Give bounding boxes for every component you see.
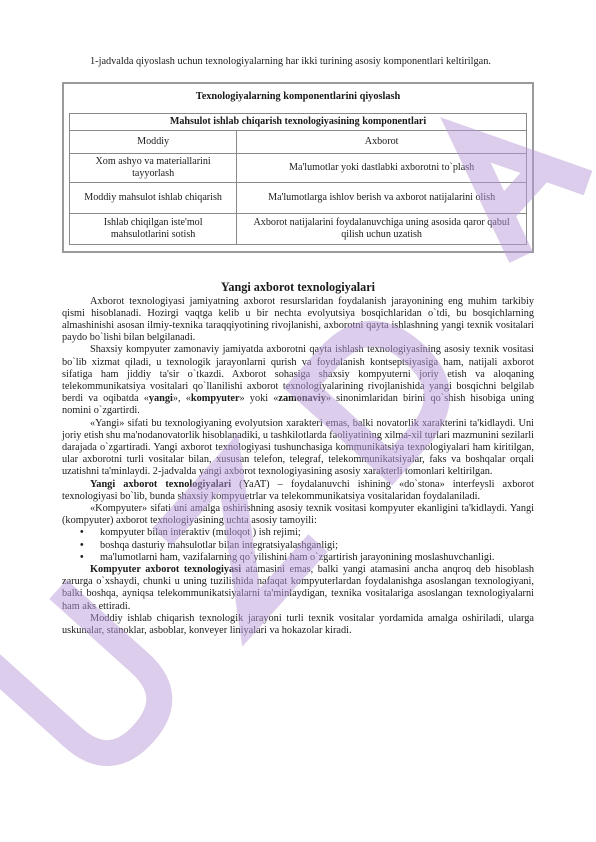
table-cell: Moddiy mahsulot ishlab chiqarish — [70, 183, 237, 214]
column-header-information: Axborot — [237, 131, 527, 154]
table-cell: Axborot natijalarini foydalanuvchiga uning asosida qaror qabul qilish uchun uzatish — [237, 214, 527, 245]
comparison-table — [69, 113, 527, 245]
list-item: • ma'lumotlarni ham, vazifalarning qo`yilishini ham o`zgartirish jarayonining moslashuvchanligi. — [100, 552, 534, 564]
table-cell: Ishlab chiqilgan iste'mol mahsulotlarini sotish — [70, 214, 237, 245]
paragraph-1: Axborot texnologiyasi jamiyatning axborot resurslaridan foydalanish jarayonining eng muhim tarkibiy qismi hisoblanadi. Hozirgi vaqtga kelib u bir nechta evolyutsiya bosqichlaridan o`tdi, bu bosqichlarning almashinishi asosan ilmiy-texnika taraqqiyotining rivojlanishi, axborotni qayta ishlashning yangi texnik vositalari paydo bo`lishi bilan belgilanadi. — [62, 295, 534, 344]
paragraph-2: Shaxsiy kompyuter zamonaviy jamiyatda axborotni qayta ishlash texnologiyasining asosiy texnik vositasi bo`lib xizmat qiladi, u texnologik jarayonlarni qurish va foydalanish kontseptsiyasiga ham, natijali axborot sifatiga ham jiddiy ta'sir o`tkazdi. Axborot sohasiga shaxsiy kompyuterni joriy etish va aloqaning telekommunikatsiya vositalari qo`llanilishi axborot texnologiyalarining rivojlanishida yangi bosqichni belgilab berdi va oqibatda «yangi», «kompyuter» yoki «zamonaviy» sinonimlaridan birini qo`shish hisobiga uning nomini o`zgartirdi. — [62, 344, 534, 417]
table-cell: Ma'lumotlar yoki dastlabki axborotni to`plash — [237, 154, 527, 183]
table-cell: Ma'lumotlarga ishlov berish va axborot natijalarini olish — [237, 183, 527, 214]
list-item: • kompyuter bilan interaktiv (muloqot ) ish rejimi; — [100, 527, 534, 539]
paragraph-4: Yangi axborot texnologiyalari (YaAT) – foydalanuvchi ishining «do`stona» interfeysli axborot texnologiyasi bo`lib, bunda shaxsiy kompyuetrlar va telekommunikatsiya vositalaridan foydalaniladi. — [62, 478, 534, 502]
section-title: Yangi axborot texnologiyalari — [220, 280, 376, 295]
intro-paragraph: 1-jadvalda qiyoslash uchun texnologiyalarning har ikki turining asosiy komponentlari keltirilgan. — [90, 56, 491, 67]
table-cell: Xom ashyo va materiallarini tayyorlash — [70, 154, 237, 183]
list-item: • boshqa dasturiy mahsulotlar bilan integratsiyalashganligi; — [100, 540, 534, 552]
principles-list — [62, 527, 534, 564]
document-page — [62, 56, 534, 637]
paragraph-5: «Kompyuter» sifati uni amalga oshirishning asosiy texnik vositasi kompyuter ekanligini ta'kidlaydi. Yangi (kompyuter) axborot texnologiyasining uchta asosiy tamoyili: — [62, 503, 534, 527]
paragraph-3: «Yangi» sifati bu texnologiyaning evolyutsion xarakteri emas, balki novatorlik xarakterini ta'kidlaydi. Uni joriy etish shu ma'nodanovatorlik hisoblanadiki, u tashkilotlarda faoliyatining xilma-xil turlari mazmunini sezilarli darajada o`zgartiradi. Yangi axborot texnologiyasi tushunchasiga kommunikatsiya texnologiyalari ham kiritilgan, ular axborotni turli vositalar bilan, xususan telefon, telegraf, telekommunikatsiyalar, faks va boshqalar orqali uzatishni ta'minlaydi. 2-jadvalda yangi axborot texnologiyasining asosiy xarakterli tomonlari keltirilgan. — [62, 417, 534, 478]
column-header-material: Moddiy — [70, 131, 237, 154]
table-title: Texnologiyalarning komponentlarini qiyoslash — [195, 91, 401, 103]
paragraph-6: Kompyuter axborot texnologiyasi atamasini emas, balki yangi atamasini ancha anqroq deb hisoblash zarurga o`xshaydi, chunki u uning tuzilishida nafaqat kompyuterlardan foydalanishga asoslangan texnologiyani, balki boshqa, ayniqsa telekommunikatsiyalarni ta'minlaydigan, texnika vositalariga asoslangan texnologiyalarni ham aks ettiradi. — [62, 564, 534, 612]
paragraph-7: Moddiy ishlab chiqarish texnologik jarayoni turli texnik vositalar yordamida amalga oshiriladi, ularga uskunalar, stanoklar, asboblar, konveyer liniyalari va hokazolar kiradi. — [62, 612, 534, 637]
table-header: Mahsulot ishlab chiqarish texnologiyasining komponentlari — [70, 114, 527, 131]
comparison-table-frame — [62, 82, 534, 253]
